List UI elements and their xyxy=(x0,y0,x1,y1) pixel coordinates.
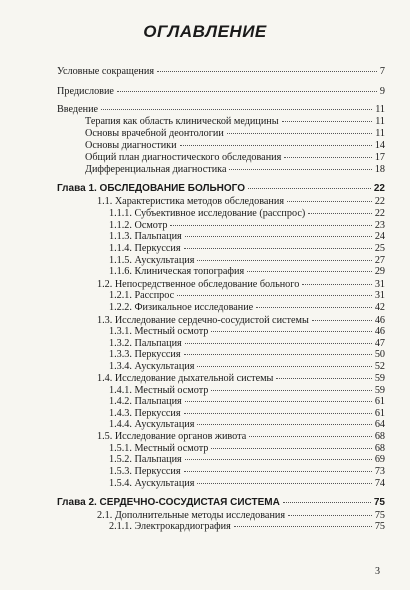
toc-entry-title: 1.3.3. Перкуссия xyxy=(109,349,181,360)
toc-entry-title: Дифференциальная диагностика xyxy=(85,164,227,175)
dot-leader xyxy=(211,390,371,391)
toc-entry-page: 25 xyxy=(374,243,385,254)
toc-entry-title: Основы диагностики xyxy=(85,140,177,151)
toc-entry-page: 24 xyxy=(374,231,385,242)
toc-entry-title: 1.2.2. Физикальное исследование xyxy=(109,302,254,313)
toc-entry-page: 59 xyxy=(374,373,385,384)
toc-entry xyxy=(109,396,385,407)
toc-entry xyxy=(109,231,385,242)
toc-entry-page: 47 xyxy=(374,338,385,349)
dot-leader xyxy=(185,343,372,344)
toc-entry-title: 1.2. Непосредственное обследование больного xyxy=(97,279,300,290)
toc-entry-title: 2.1.1. Электрокардиография xyxy=(109,521,231,532)
toc-entry-page: 22 xyxy=(374,196,385,207)
toc-entry-page: 69 xyxy=(374,454,385,465)
dot-leader xyxy=(211,448,371,449)
toc-entry xyxy=(109,454,385,465)
toc-entry xyxy=(85,140,385,151)
toc-entry-page: 46 xyxy=(374,315,385,326)
toc-entry-page: 11 xyxy=(375,128,385,139)
dot-leader xyxy=(157,71,377,72)
toc-entry-title: 1.1. Характеристика методов обследования xyxy=(97,196,285,207)
toc-entry xyxy=(57,66,385,77)
toc-entry-page: 73 xyxy=(374,466,385,477)
toc-entry-page: 46 xyxy=(374,326,385,337)
dot-leader xyxy=(185,401,372,402)
toc-entry-title: Терапия как область клинической медицины xyxy=(85,116,279,127)
toc-entry xyxy=(109,361,385,372)
toc-entry xyxy=(109,349,385,360)
toc-entry-page: 9 xyxy=(379,86,385,97)
toc-entry-page: 74 xyxy=(374,478,385,489)
toc-entry xyxy=(109,338,385,349)
toc-entry xyxy=(109,443,385,454)
toc-entry xyxy=(85,116,385,127)
toc-entry-title: 1.1.3. Пальпация xyxy=(109,231,182,242)
dot-leader xyxy=(197,260,371,261)
toc-entry-title: 1.5.4. Аускультация xyxy=(109,478,195,489)
toc-entry-title: Основы врачебной деонтологии xyxy=(85,128,224,139)
dot-leader xyxy=(184,471,372,472)
toc-entry-page: 29 xyxy=(374,266,385,277)
toc-entry-title: 1.1.1. Субъективное исследование (расспрос) xyxy=(109,208,306,219)
toc-entry xyxy=(97,431,385,442)
toc-entry xyxy=(85,152,385,163)
toc-entry-title: 1.2.1. Расспрос xyxy=(109,290,175,301)
toc-entry xyxy=(109,419,385,430)
toc-entry-title: 1.3.4. Аускультация xyxy=(109,361,195,372)
toc-entry-page: 75 xyxy=(373,497,385,508)
toc-entry-title: 1.4. Исследование дыхательной системы xyxy=(97,373,274,384)
toc-entry-page: 75 xyxy=(374,521,385,532)
toc-entry-title: 1.4.2. Пальпация xyxy=(109,396,182,407)
toc-entry xyxy=(109,255,385,266)
toc-entry-page: 52 xyxy=(374,361,385,372)
dot-leader xyxy=(312,320,372,321)
toc-entry-page: 17 xyxy=(374,152,385,163)
toc-entry-page: 68 xyxy=(374,431,385,442)
toc-entry-page: 18 xyxy=(374,164,385,175)
toc-entry xyxy=(109,478,385,489)
toc-entry-page: 27 xyxy=(374,255,385,266)
toc-entry xyxy=(109,266,385,277)
toc-entry xyxy=(85,164,385,175)
dot-leader xyxy=(184,413,372,414)
toc-entry-title: Глава 1. ОБСЛЕДОВАНИЕ БОЛЬНОГО xyxy=(57,183,245,194)
toc-entry-title: 1.4.1. Местный осмотр xyxy=(109,385,209,396)
dot-leader xyxy=(185,236,372,237)
dot-leader xyxy=(177,295,372,296)
toc-entry-page: 23 xyxy=(374,220,385,231)
dot-leader xyxy=(170,225,371,226)
toc-entry-title: 1.1.6. Клиническая топография xyxy=(109,266,245,277)
toc-entry-title: Глава 2. СЕРДЕЧНО-СОСУДИСТАЯ СИСТЕМА xyxy=(57,497,280,508)
toc-entry-page: 11 xyxy=(375,116,385,127)
toc-entry-page: 11 xyxy=(375,104,385,115)
dot-leader xyxy=(180,145,372,146)
toc-entry-title: Условные сокращения xyxy=(57,66,154,77)
toc-entry-title: 1.5.2. Пальпация xyxy=(109,454,182,465)
toc-entry-title: 1.1.4. Перкуссия xyxy=(109,243,181,254)
dot-leader xyxy=(185,459,372,460)
dot-leader xyxy=(256,307,372,308)
toc-entry-title: 1.4.4. Аускультация xyxy=(109,419,195,430)
toc-entry-title: 1.1.2. Осмотр xyxy=(109,220,168,231)
dot-leader xyxy=(234,526,372,527)
toc-entry-title: Введение xyxy=(57,104,99,115)
toc-entry-page: 31 xyxy=(374,279,385,290)
toc-entry-page: 31 xyxy=(374,290,385,301)
toc-entry-title: 1.5.3. Перкуссия xyxy=(109,466,181,477)
dot-leader xyxy=(227,133,372,134)
page-number: 3 xyxy=(375,566,380,577)
toc-entry-page: 61 xyxy=(374,408,385,419)
toc-entry-title: Общий план диагностического обследования xyxy=(85,152,282,163)
toc-entry xyxy=(97,373,385,384)
toc-entry-title: 1.1.5. Аускультация xyxy=(109,255,195,266)
toc-entry xyxy=(97,510,385,521)
toc-entry xyxy=(109,290,385,301)
toc-entry xyxy=(109,302,385,313)
toc-entry-page: 22 xyxy=(374,208,385,219)
dot-leader xyxy=(184,354,372,355)
toc-entry xyxy=(109,208,385,219)
toc-entry-page: 22 xyxy=(373,183,385,194)
toc-chapter xyxy=(57,183,385,194)
toc-entry-page: 42 xyxy=(374,302,385,313)
toc-entry-page: 68 xyxy=(374,443,385,454)
toc-entry xyxy=(109,521,385,532)
toc-entry xyxy=(57,86,385,97)
toc-entry-page: 75 xyxy=(374,510,385,521)
toc-entry xyxy=(109,243,385,254)
toc-entry xyxy=(97,315,385,326)
dot-leader xyxy=(276,378,371,379)
toc-entry-page: 7 xyxy=(379,66,385,77)
dot-leader xyxy=(282,121,373,122)
toc-entry-page: 61 xyxy=(374,396,385,407)
toc-entry-title: 2.1. Дополнительные методы исследования xyxy=(97,510,286,521)
toc-entry-title: 1.5.1. Местный осмотр xyxy=(109,443,209,454)
dot-leader xyxy=(308,213,372,214)
dot-leader xyxy=(197,424,371,425)
toc-entry xyxy=(97,279,385,290)
toc-entry-page: 59 xyxy=(374,385,385,396)
toc-entry-page: 64 xyxy=(374,419,385,430)
dot-leader xyxy=(197,366,371,367)
page-title: ОГЛАВЛЕНИЕ xyxy=(143,22,267,41)
toc-entry-title: 1.4.3. Перкуссия xyxy=(109,408,181,419)
toc-entry-title: 1.3. Исследование сердечно-сосудистой системы xyxy=(97,315,309,326)
dot-leader xyxy=(288,515,372,516)
dot-leader xyxy=(248,188,371,189)
toc-entry-title: 1.5. Исследование органов живота xyxy=(97,431,247,442)
toc-chapter xyxy=(57,497,385,508)
dot-leader xyxy=(249,436,372,437)
toc-entry xyxy=(109,408,385,419)
dot-leader xyxy=(283,502,371,503)
toc-entry xyxy=(57,104,385,115)
toc-entry xyxy=(109,220,385,231)
toc-entry-page: 50 xyxy=(374,349,385,360)
toc-entry-title: 1.3.2. Пальпация xyxy=(109,338,182,349)
dot-leader xyxy=(184,248,372,249)
dot-leader xyxy=(302,284,372,285)
toc-entry xyxy=(109,326,385,337)
dot-leader xyxy=(284,157,372,158)
toc-entry xyxy=(97,196,385,207)
toc-entry-page: 14 xyxy=(374,140,385,151)
dot-leader xyxy=(211,331,371,332)
dot-leader xyxy=(197,483,371,484)
dot-leader xyxy=(101,109,372,110)
dot-leader xyxy=(117,91,377,92)
toc-entry xyxy=(109,385,385,396)
toc-entry xyxy=(109,466,385,477)
dot-leader xyxy=(229,169,371,170)
toc-entry-title: Предисловие xyxy=(57,86,114,97)
dot-leader xyxy=(287,201,372,202)
toc-entry xyxy=(85,128,385,139)
toc-entry-title: 1.3.1. Местный осмотр xyxy=(109,326,209,337)
dot-leader xyxy=(247,271,372,272)
